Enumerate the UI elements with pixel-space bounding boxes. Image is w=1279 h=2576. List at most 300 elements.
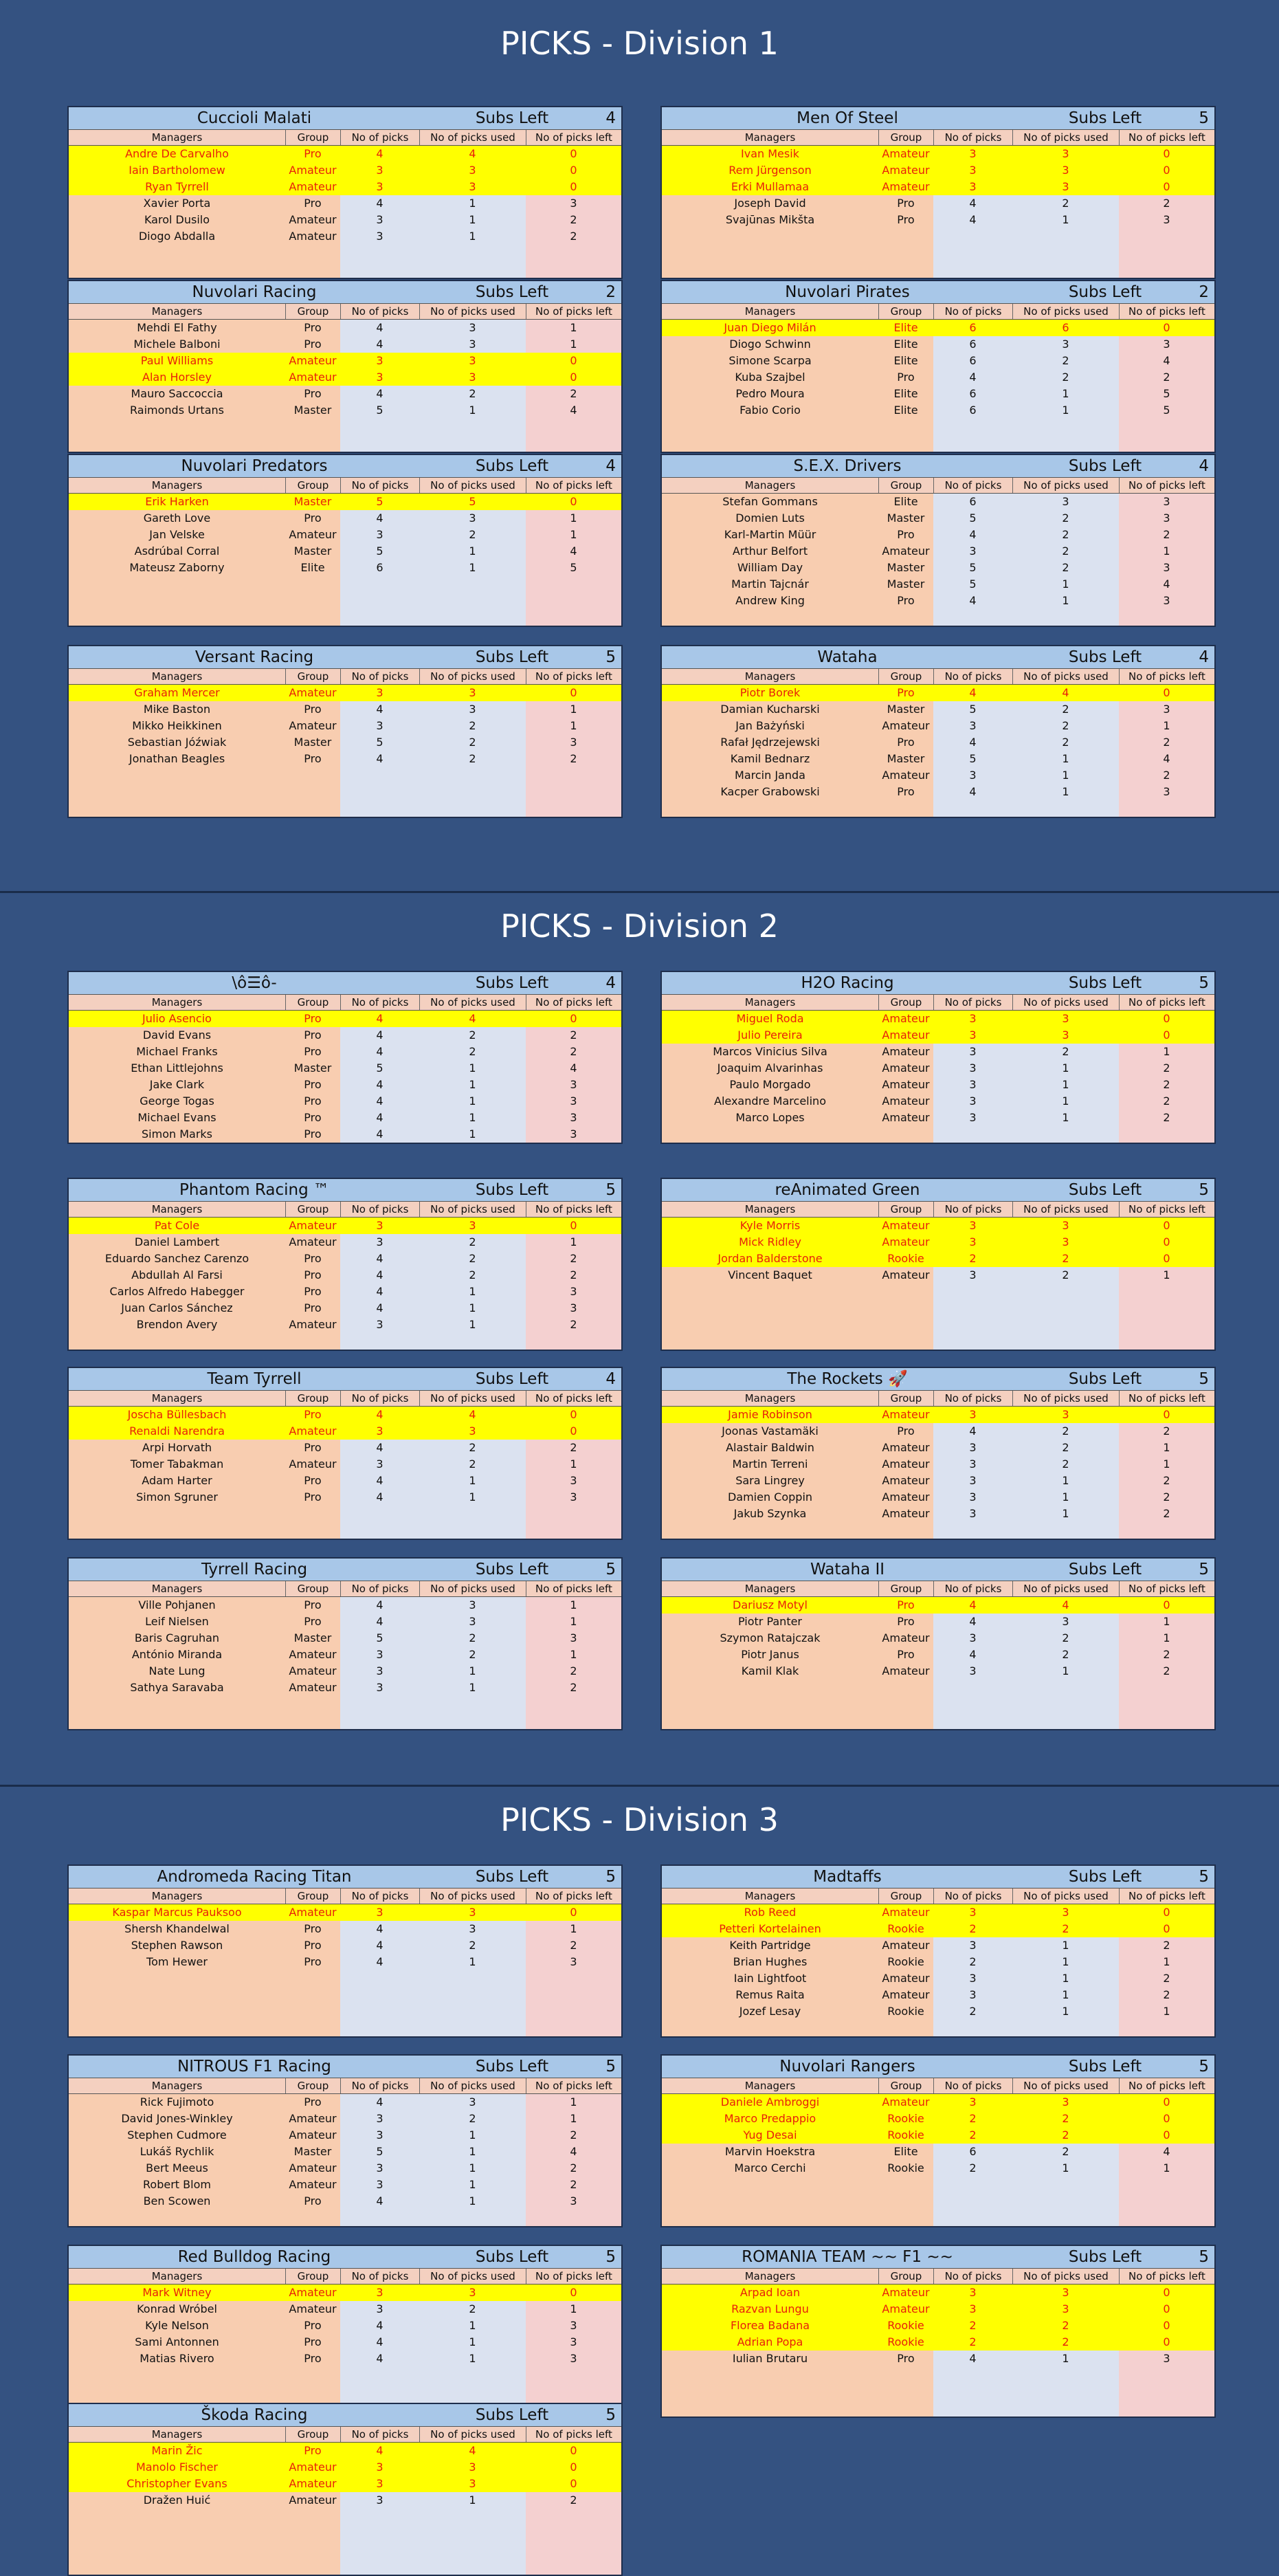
picks-count: 5 (376, 736, 383, 749)
col-picks: No of picks (340, 304, 419, 319)
col-picks: No of picks (933, 478, 1012, 493)
picks-used: 2 (1062, 2128, 1069, 2142)
picks-used: 1 (469, 1078, 476, 1091)
picks-used: 1 (469, 2319, 476, 2332)
picks-used: 2 (1062, 354, 1069, 367)
picks-used: 2 (1062, 2112, 1069, 2125)
picks-count: 4 (376, 1598, 383, 1611)
manager-group: Amateur (289, 2302, 337, 2315)
picks-count: 4 (969, 1615, 977, 1628)
picks-count: 4 (969, 371, 977, 384)
col-picks-used: No of picks used (1012, 304, 1119, 319)
picks-left: 1 (1163, 1045, 1170, 1058)
picks-used: 2 (469, 1648, 476, 1661)
column-headers (69, 1202, 621, 1218)
manager-name: Keith Partridge (729, 1939, 811, 1952)
manager-name: Svajūnas Mikšta (725, 213, 815, 226)
table-row (69, 2144, 621, 2160)
picks-left: 2 (1163, 1111, 1170, 1124)
team-header (662, 1179, 1214, 1202)
manager-name: Diogo Schwinn (729, 338, 811, 351)
table-row (662, 543, 1214, 560)
manager-rows (69, 2285, 621, 2367)
manager-name: Brendon Avery (136, 1318, 218, 1331)
col-picks-used: No of picks used (419, 1391, 526, 1406)
manager-name: Mike Baston (143, 703, 211, 716)
team-table (67, 1178, 623, 1351)
table-row (662, 2285, 1214, 2301)
picks-left: 2 (570, 230, 577, 243)
picks-count: 4 (376, 1045, 383, 1058)
col-managers: Managers (151, 996, 203, 1009)
table-row (662, 2127, 1214, 2144)
manager-name: William Day (737, 561, 803, 574)
column-headers (69, 1391, 621, 1407)
column-headers (662, 669, 1214, 685)
table-row (662, 1954, 1214, 1970)
picks-count: 3 (969, 1045, 977, 1058)
picks-used: 3 (1062, 1012, 1069, 1025)
manager-name: Joonas Vastamäki (722, 1424, 819, 1438)
manager-name: Ethan Littlejohns (131, 1061, 223, 1075)
picks-used: 3 (1062, 1235, 1069, 1248)
table-row (662, 1093, 1214, 1110)
picks-left: 0 (1163, 321, 1170, 334)
picks-used: 3 (469, 321, 476, 334)
manager-group: Rookie (887, 1252, 924, 1265)
col-picks: No of picks (933, 1391, 1012, 1406)
manager-name: Michele Balboni (133, 338, 221, 351)
picks-used: 3 (1062, 2302, 1069, 2315)
picks-left: 4 (1163, 2145, 1170, 2158)
team-header (662, 281, 1214, 304)
picks-used: 2 (1062, 1922, 1069, 1935)
picks-used: 3 (1062, 1028, 1069, 1042)
manager-name: Tom Hewer (146, 1955, 208, 1968)
manager-name: Shersh Khandelwal (124, 1922, 230, 1935)
picks-used: 2 (469, 1045, 476, 1058)
manager-group: Amateur (882, 1219, 930, 1232)
picks-left: 1 (570, 528, 577, 541)
picks-count: 3 (969, 1235, 977, 1248)
subs-left-value: 5 (1199, 1370, 1209, 1388)
col-picks: No of picks (340, 669, 419, 684)
picks-used: 2 (1062, 1631, 1069, 1644)
manager-name: Rick Fujimoto (140, 2095, 214, 2109)
table-row (69, 1921, 621, 1937)
table-row (69, 494, 621, 510)
manager-group: Amateur (882, 164, 930, 177)
table-row (662, 576, 1214, 593)
manager-group: Amateur (289, 1648, 337, 1661)
column-headers (69, 1581, 621, 1597)
picks-count: 3 (969, 1441, 977, 1454)
table-row (662, 685, 1214, 701)
team-name: NITROUS F1 Racing (177, 2058, 331, 2076)
manager-group: Pro (304, 321, 322, 334)
picks-left: 2 (1163, 1988, 1170, 2001)
picks-left: 0 (1163, 1012, 1170, 1025)
table-row (662, 1251, 1214, 1267)
picks-count: 4 (376, 1955, 383, 1968)
manager-group: Rookie (887, 2335, 924, 2348)
picks-left: 0 (570, 1408, 577, 1421)
picks-left: 3 (570, 1474, 577, 1487)
manager-name: Asdrúbal Corral (134, 544, 220, 558)
picks-used: 1 (1062, 404, 1069, 417)
subs-left-value: 4 (605, 1370, 616, 1388)
manager-rows (69, 2094, 621, 2210)
picks-used: 3 (469, 371, 476, 384)
col-picks-left: No of picks left (526, 304, 621, 319)
picks-used: 2 (469, 1457, 476, 1471)
table-row (662, 1060, 1214, 1077)
picks-left: 0 (1163, 2319, 1170, 2332)
picks-count: 4 (969, 736, 977, 749)
picks-count: 4 (376, 511, 383, 525)
subs-left-label: Subs Left (1068, 2248, 1142, 2266)
table-row (69, 1093, 621, 1110)
manager-name: Stephen Cudmore (127, 2128, 227, 2142)
manager-group: Pro (304, 752, 322, 765)
manager-group: Master (887, 577, 925, 591)
picks-count: 4 (376, 1441, 383, 1454)
subs-left-label: Subs Left (1068, 1370, 1142, 1388)
team-header (662, 646, 1214, 669)
subs-left-value: 5 (605, 2058, 616, 2076)
table-row (662, 593, 1214, 609)
manager-name: Robert Blom (143, 2178, 211, 2191)
manager-name: Leif Nielsen (145, 1615, 209, 1628)
table-row (69, 1456, 621, 1473)
team-table (67, 1367, 623, 1540)
picks-used: 1 (1062, 769, 1069, 782)
picks-left: 3 (1163, 2352, 1170, 2365)
manager-group: Master (293, 736, 332, 749)
manager-name: Diogo Abdalla (138, 230, 216, 243)
team-table (660, 645, 1216, 818)
picks-left: 2 (1163, 736, 1170, 749)
picks-left: 0 (1163, 2335, 1170, 2348)
picks-left: 0 (570, 2444, 577, 2457)
picks-count: 3 (969, 1094, 977, 1108)
manager-group: Pro (304, 703, 322, 716)
picks-left: 2 (1163, 1474, 1170, 1487)
picks-left: 0 (570, 2461, 577, 2474)
manager-group: Amateur (882, 719, 930, 732)
col-picks-used: No of picks used (419, 669, 526, 684)
subs-left-value: 4 (1199, 648, 1209, 666)
table-row (69, 1954, 621, 1970)
picks-count: 6 (969, 2145, 977, 2158)
team-table (67, 280, 623, 453)
table-row (69, 1218, 621, 1234)
manager-rows (69, 1904, 621, 1970)
picks-used: 1 (469, 1127, 476, 1141)
picks-used: 1 (1062, 1955, 1069, 1968)
col-managers: Managers (744, 2080, 796, 2092)
picks-used: 2 (1062, 2319, 1069, 2332)
picks-left: 2 (1163, 1094, 1170, 1108)
manager-name: Piotr Panter (737, 1615, 803, 1628)
picks-count: 2 (969, 1252, 977, 1265)
picks-left: 2 (570, 1664, 577, 1677)
table-row (69, 1317, 621, 1333)
picks-count: 3 (969, 1078, 977, 1091)
picks-left: 1 (570, 719, 577, 732)
picks-left: 2 (570, 387, 577, 400)
manager-group: Master (887, 752, 925, 765)
col-picks-left: No of picks left (526, 130, 621, 145)
table-row (69, 543, 621, 560)
picks-count: 4 (376, 2335, 383, 2348)
subs-left-value: 4 (605, 109, 616, 127)
table-row (662, 1234, 1214, 1251)
manager-group: Amateur (882, 1268, 930, 1281)
manager-name: Julio Pereira (737, 1028, 803, 1042)
table-row (662, 2111, 1214, 2127)
table-row (69, 1473, 621, 1489)
team-header (662, 1368, 1214, 1391)
col-picks: No of picks (340, 2269, 419, 2284)
picks-used: 3 (469, 703, 476, 716)
manager-name: Damian Kucharski (720, 703, 820, 716)
subs-left-value: 5 (605, 1868, 616, 1886)
picks-used: 1 (469, 2178, 476, 2191)
table-row (69, 2094, 621, 2111)
picks-left: 2 (570, 1252, 577, 1265)
picks-left: 1 (570, 2112, 577, 2125)
picks-used: 3 (1062, 1408, 1069, 1421)
picks-count: 5 (969, 511, 977, 525)
table-row (69, 1110, 621, 1126)
team-table (660, 2245, 1216, 2418)
picks-left: 0 (570, 1012, 577, 1025)
picks-used: 1 (469, 1301, 476, 1314)
manager-group: Amateur (882, 1441, 930, 1454)
col-picks-left: No of picks left (526, 995, 621, 1010)
table-row (69, 2193, 621, 2210)
manager-group: Amateur (289, 528, 337, 541)
picks-used: 1 (469, 1681, 476, 1694)
manager-group: Amateur (289, 1235, 337, 1248)
picks-used: 3 (1062, 147, 1069, 160)
col-group: Group (285, 669, 340, 684)
col-picks-left: No of picks left (526, 669, 621, 684)
table-row (662, 1473, 1214, 1489)
col-picks: No of picks (340, 478, 419, 493)
col-managers: Managers (151, 305, 203, 318)
manager-name: Stefan Gommans (722, 495, 818, 508)
picks-left: 3 (570, 1301, 577, 1314)
table-row (662, 2334, 1214, 2351)
col-picks-used: No of picks used (1012, 2269, 1119, 2284)
column-headers (662, 995, 1214, 1011)
picks-left: 0 (570, 1219, 577, 1232)
subs-left-label: Subs Left (1068, 457, 1142, 475)
picks-used: 2 (1062, 561, 1069, 574)
subs-left-label: Subs Left (1068, 1561, 1142, 1578)
team-table (660, 2054, 1216, 2227)
manager-name: Szymon Ratajczak (720, 1631, 821, 1644)
picks-left: 3 (570, 1127, 577, 1141)
team-name: Andromeda Racing Titan (157, 1868, 352, 1886)
manager-name: Pat Cole (154, 1219, 200, 1232)
manager-group: Pro (304, 1252, 322, 1265)
manager-name: Marco Lopes (735, 1111, 805, 1124)
manager-name: Paulo Morgado (729, 1078, 811, 1091)
col-picks-left: No of picks left (1119, 2078, 1214, 2093)
manager-name: Juan Carlos Sánchez (121, 1301, 233, 1314)
manager-group: Amateur (289, 2477, 337, 2490)
team-header (69, 646, 621, 669)
manager-group: Amateur (882, 2286, 930, 2299)
picks-used: 4 (469, 147, 476, 160)
picks-count: 3 (376, 1424, 383, 1438)
col-managers: Managers (151, 1392, 203, 1405)
team-name: Versant Racing (194, 648, 314, 666)
manager-name: Marcos Vinicius Silva (713, 1045, 827, 1058)
manager-name: Marcin Janda (735, 769, 805, 782)
manager-rows (69, 2443, 621, 2509)
manager-group: Amateur (289, 686, 337, 699)
picks-count: 2 (969, 1922, 977, 1935)
picks-count: 3 (969, 1028, 977, 1042)
picks-used: 1 (469, 230, 476, 243)
team-header (69, 1559, 621, 1581)
picks-count: 3 (376, 230, 383, 243)
picks-count: 2 (969, 2319, 977, 2332)
col-managers: Managers (744, 1890, 796, 1902)
picks-left: 2 (570, 1045, 577, 1058)
manager-name: Ben Scowen (143, 2194, 211, 2208)
manager-group: Amateur (882, 1988, 930, 2001)
manager-group: Pro (304, 1012, 322, 1025)
manager-name: Manolo Fischer (135, 2461, 219, 2474)
picks-count: 3 (969, 2095, 977, 2109)
manager-name: Iain Bartholomew (129, 164, 225, 177)
picks-left: 3 (570, 1111, 577, 1124)
picks-count: 4 (969, 213, 977, 226)
table-row (69, 1423, 621, 1440)
picks-left: 0 (570, 147, 577, 160)
subs-left-label: Subs Left (475, 2248, 549, 2266)
manager-group: Master (293, 1631, 332, 1644)
team-table (67, 2403, 623, 2576)
col-picks-left: No of picks left (526, 2078, 621, 2093)
manager-name: Marvin Hoekstra (724, 2145, 816, 2158)
team-table (67, 1864, 623, 2038)
picks-used: 3 (1062, 1906, 1069, 1919)
col-managers: Managers (744, 479, 796, 492)
table-row (662, 510, 1214, 527)
picks-left: 1 (570, 338, 577, 351)
manager-name: Ville Pohjanen (138, 1598, 216, 1611)
table-row (69, 2443, 621, 2459)
team-table (67, 106, 623, 279)
manager-name: Alan Horsley (142, 371, 212, 384)
manager-name: Julio Asencio (142, 1012, 212, 1025)
picks-used: 1 (1062, 2005, 1069, 2018)
picks-count: 3 (969, 1012, 977, 1025)
picks-count: 5 (376, 2145, 383, 2158)
manager-rows (662, 320, 1214, 419)
col-picks-used: No of picks used (1012, 478, 1119, 493)
manager-name: Iulian Brutaru (732, 2352, 808, 2365)
team-table (67, 645, 623, 818)
picks-count: 2 (969, 1955, 977, 1968)
picks-left: 1 (570, 1457, 577, 1471)
manager-name: Mark Witney (142, 2286, 212, 2299)
table-row (69, 1630, 621, 1647)
column-headers (69, 995, 621, 1011)
picks-used: 1 (469, 561, 476, 574)
picks-left: 1 (1163, 1441, 1170, 1454)
col-group: Group (285, 1889, 340, 1904)
picks-left: 0 (1163, 1408, 1170, 1421)
picks-used: 2 (1062, 703, 1069, 716)
team-name: Men Of Steel (797, 109, 898, 127)
manager-name: Domien Luts (735, 511, 805, 525)
manager-group: Pro (897, 1615, 915, 1628)
subs-left-value: 5 (605, 648, 616, 666)
team-header (69, 1866, 621, 1889)
manager-group: Amateur (289, 1664, 337, 1677)
picks-count: 5 (969, 561, 977, 574)
picks-used: 1 (1062, 752, 1069, 765)
manager-name: Adam Harter (142, 1474, 212, 1487)
manager-name: Simon Marks (142, 1127, 212, 1141)
table-row (662, 146, 1214, 162)
picks-count: 3 (376, 2112, 383, 2125)
manager-group: Pro (897, 197, 915, 210)
picks-count: 3 (969, 719, 977, 732)
col-picks-left: No of picks left (526, 1202, 621, 1217)
table-row (69, 2459, 621, 2476)
manager-group: Amateur (882, 1078, 930, 1091)
table-row (69, 718, 621, 734)
picks-count: 3 (376, 1219, 383, 1232)
col-picks-used: No of picks used (419, 2269, 526, 2284)
manager-group: Master (293, 404, 332, 417)
manager-rows (662, 2285, 1214, 2367)
col-group: Group (285, 1391, 340, 1406)
manager-group: Pro (897, 736, 915, 749)
picks-left: 3 (570, 1631, 577, 1644)
picks-count: 4 (376, 1252, 383, 1265)
col-picks-used: No of picks used (419, 478, 526, 493)
division-title: PICKS - Division 3 (500, 1801, 779, 1838)
manager-name: Nate Lung (148, 1664, 205, 1677)
col-group: Group (878, 2269, 933, 2284)
manager-group: Pro (897, 594, 915, 607)
picks-count: 5 (376, 1061, 383, 1075)
picks-count: 4 (376, 1301, 383, 1314)
picks-used: 1 (469, 2194, 476, 2208)
table-row (69, 1647, 621, 1663)
subs-left-value: 5 (1199, 1561, 1209, 1578)
team-name: Nuvolari Predators (181, 457, 328, 475)
picks-used: 1 (469, 2128, 476, 2142)
picks-used: 3 (469, 1424, 476, 1438)
manager-group: Amateur (882, 769, 930, 782)
picks-count: 4 (376, 1078, 383, 1091)
picks-left: 3 (1163, 785, 1170, 798)
col-picks: No of picks (933, 1581, 1012, 1596)
manager-name: Joscha Büllesbach (127, 1408, 227, 1421)
manager-name: Paul Williams (140, 354, 214, 367)
picks-left: 0 (1163, 180, 1170, 193)
